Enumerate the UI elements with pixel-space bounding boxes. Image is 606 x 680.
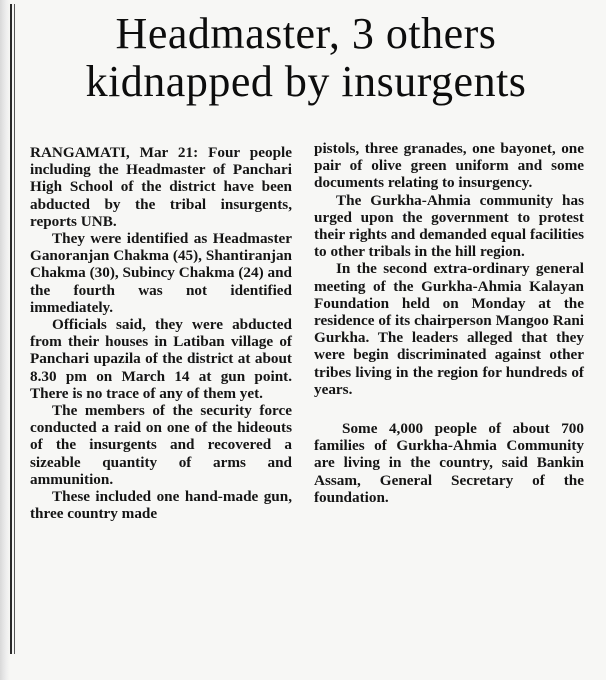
scan-edge — [0, 0, 10, 680]
article-column-right — [314, 140, 584, 506]
article-paragraph: Officials said, they were abducted from their houses in Latiban village of Panchari upazila of the district at about 8.30 pm on March 14 at gun point. There is no trace of any of them yet. — [30, 316, 292, 402]
article-paragraph: The Gurkha-Ahmia community has urged upon the government to protest their rights and demanded equal facilities to other tribals in the hill region. — [314, 191, 584, 261]
headline: Headmaster, 3 others kidnapped by insurgents — [85, 9, 527, 106]
column-rule-inner — [14, 4, 15, 654]
article-paragraph: RANGAMATI, Mar 21: Four people including the Headmaster of Panchari High School of the district have been abducted by the tribal insurgents, reports UNB. — [30, 144, 292, 230]
column-rule — [10, 4, 12, 654]
article-paragraph: They were identified as Headmaster Ganoranjan Chakma (45), Shantiranjan Chakma (30), Subincy Chakma (24) and the fourth was not identified immediately. — [30, 230, 292, 316]
article-column-left — [30, 144, 292, 522]
article-paragraph: In the second extra-ordinary general meeting of the Gurkha-Ahmia Kalayan Foundation held on Monday at the residence of its chairperson Mangoo Rani Gurkha. The leaders alleged that they were begin discriminated against other tribes living in the region for hundreds of years. — [314, 260, 584, 398]
article-paragraph: pistols, three granades, one bayonet, one pair of olive green uniform and some documents relating to insurgency. — [314, 140, 584, 192]
article-paragraph: These included one hand-made gun, three country made — [30, 488, 292, 523]
article-paragraph: The members of the security force conducted a raid on one of the hideouts of the insurgents and recovered a sizeable quantity of arms and ammunition. — [30, 402, 292, 488]
article-paragraph: Some 4,000 people of about 700 families of Gurkha-Ahmia Community are living in the country, said Bankin Assam, General Secretary of the foundation. — [314, 420, 584, 506]
